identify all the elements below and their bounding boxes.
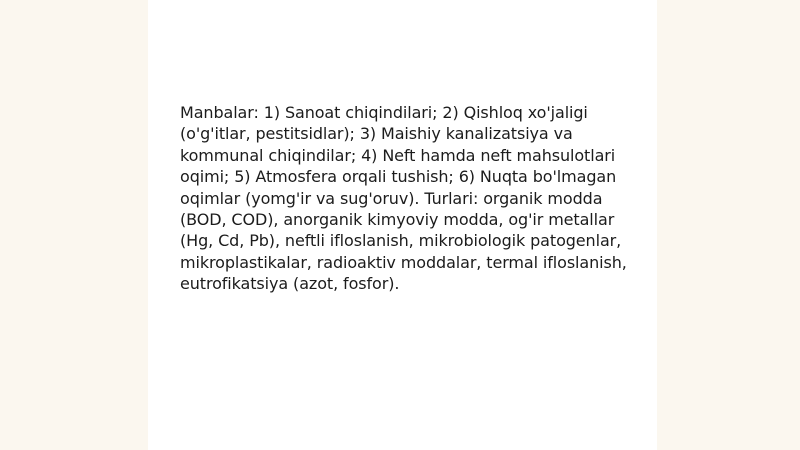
document-body xyxy=(180,102,640,295)
body-paragraph: Manbalar: 1) Sanoat chiqindilari; 2) Qishloq xo'jaligi (o'g'itlar, pestitsidlar); 3) Maishiy kanalizatsiya va kommunal chiqindilar; 4) Neft hamda neft mahsulotlari oqimi; 5) Atmosfera orqali tushish; 6) Nuqta bo'lmagan oqimlar (yomg'ir va sug'oruv). Turlari: organik modda (BOD, COD), anorganik kimyoviy modda, og'ir metallar (Hg, Cd, Pb), neftli ifloslanish, mikrobiologik patogenlar, mikroplastikalar, radioaktiv moddalar, termal ifloslanish, eutrofikatsiya (azot, fosfor). xyxy=(180,103,627,294)
document-page xyxy=(148,0,657,450)
